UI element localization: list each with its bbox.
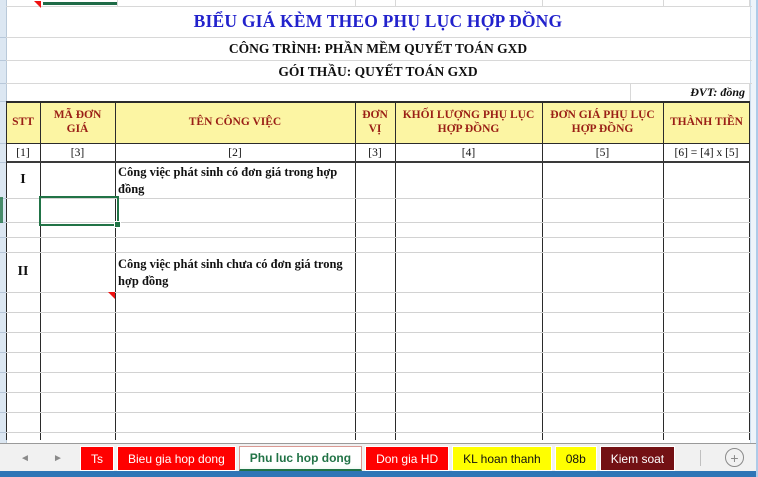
header-cell-thanh-tien[interactable]: THÀNH TIỀN — [670, 116, 743, 128]
selected-cell[interactable] — [39, 196, 119, 226]
tab-nav-right-icon[interactable]: ► — [53, 452, 63, 464]
stt-cell-row-2[interactable]: II — [17, 264, 29, 279]
gridline — [6, 392, 750, 393]
gridline — [6, 352, 750, 353]
sheet-tab-bar — [0, 443, 758, 471]
sheet-tab-kl-hoan-thanh[interactable]: KL hoan thanh — [452, 446, 552, 471]
fill-handle[interactable] — [114, 221, 121, 228]
ref-cell[interactable]: [2] — [228, 146, 242, 159]
gridline — [6, 332, 750, 333]
header-cell-ma-don-gia[interactable]: MÃ ĐƠN GIÁ — [53, 109, 102, 135]
column-reference-row — [6, 143, 750, 162]
package-title-cell[interactable]: GÓI THẦU: QUYẾT TOÁN GXD — [278, 63, 478, 79]
selection-border-remnant — [43, 2, 117, 5]
header-cell-stt[interactable]: STT — [12, 116, 34, 128]
header-cell-don-vi[interactable]: ĐƠN VỊ — [362, 109, 388, 135]
ref-cell[interactable]: [6] = [4] x [5] — [674, 146, 739, 159]
ref-cell[interactable]: [3] — [368, 146, 382, 159]
window-border-bottom — [0, 471, 758, 477]
ref-cell[interactable]: [1] — [16, 146, 30, 159]
ref-cell[interactable]: [4] — [461, 146, 476, 159]
gridline — [6, 312, 750, 313]
work-name-cell-row-1[interactable]: Công việc phát sinh có đơn giá trong hợp đồng — [118, 165, 338, 196]
header-cell-don-gia[interactable]: ĐƠN GIÁ PHỤ LỤC HỢP ĐỒNG — [550, 109, 655, 135]
sheet-tab-ts[interactable]: Ts — [80, 446, 114, 471]
sheet-tab-kiem-soat[interactable]: Kiem soat — [600, 446, 675, 471]
sheet-tab-don-gia-hd[interactable]: Don gia HD — [365, 446, 449, 471]
tab-nav-left-icon[interactable]: ◄ — [20, 452, 30, 464]
unit-note-cell[interactable]: ĐVT: đồng — [690, 84, 745, 99]
ref-cell[interactable]: [3] — [70, 146, 85, 159]
sheet-tab-phu-luc-hop-dong[interactable]: Phu luc hop dong — [239, 446, 362, 471]
selected-row-gutter-mark — [0, 197, 3, 223]
add-sheet-button[interactable]: + — [725, 448, 744, 467]
gridline — [6, 292, 750, 293]
ref-cell[interactable]: [5] — [595, 146, 610, 159]
gridline — [6, 252, 750, 253]
sheet-tabs — [80, 446, 675, 471]
header-cell-khoi-luong[interactable]: KHỐI LƯỢNG PHỤ LỤC HỢP ĐỒNG — [402, 109, 535, 135]
header-cell-ten-cong-viec[interactable]: TÊN CÔNG VIỆC — [188, 116, 282, 128]
page-title[interactable]: BIỂU GIÁ KÈM THEO PHỤ LỤC HỢP ĐỒNG — [193, 11, 563, 31]
gridline — [6, 432, 750, 433]
gridline — [6, 237, 750, 238]
gridline — [6, 372, 750, 373]
stt-cell-row-1[interactable]: I — [20, 172, 26, 187]
tab-bar-separator — [700, 450, 701, 466]
comment-indicator-icon — [108, 292, 115, 299]
work-name-cell-row-2[interactable]: Công việc phát sinh chưa có đơn giá trong hợp đồng — [118, 257, 343, 288]
sheet-tab-bieu-gia-hop-dong[interactable]: Bieu gia hop dong — [117, 446, 236, 471]
gridline — [6, 412, 750, 413]
table-header-row — [6, 101, 750, 143]
project-title-cell[interactable]: CÔNG TRÌNH: PHẦN MỀM QUYẾT TOÁN GXD — [228, 40, 528, 56]
comment-indicator-icon — [34, 1, 41, 8]
sheet-tab-08b[interactable]: 08b — [555, 446, 597, 471]
